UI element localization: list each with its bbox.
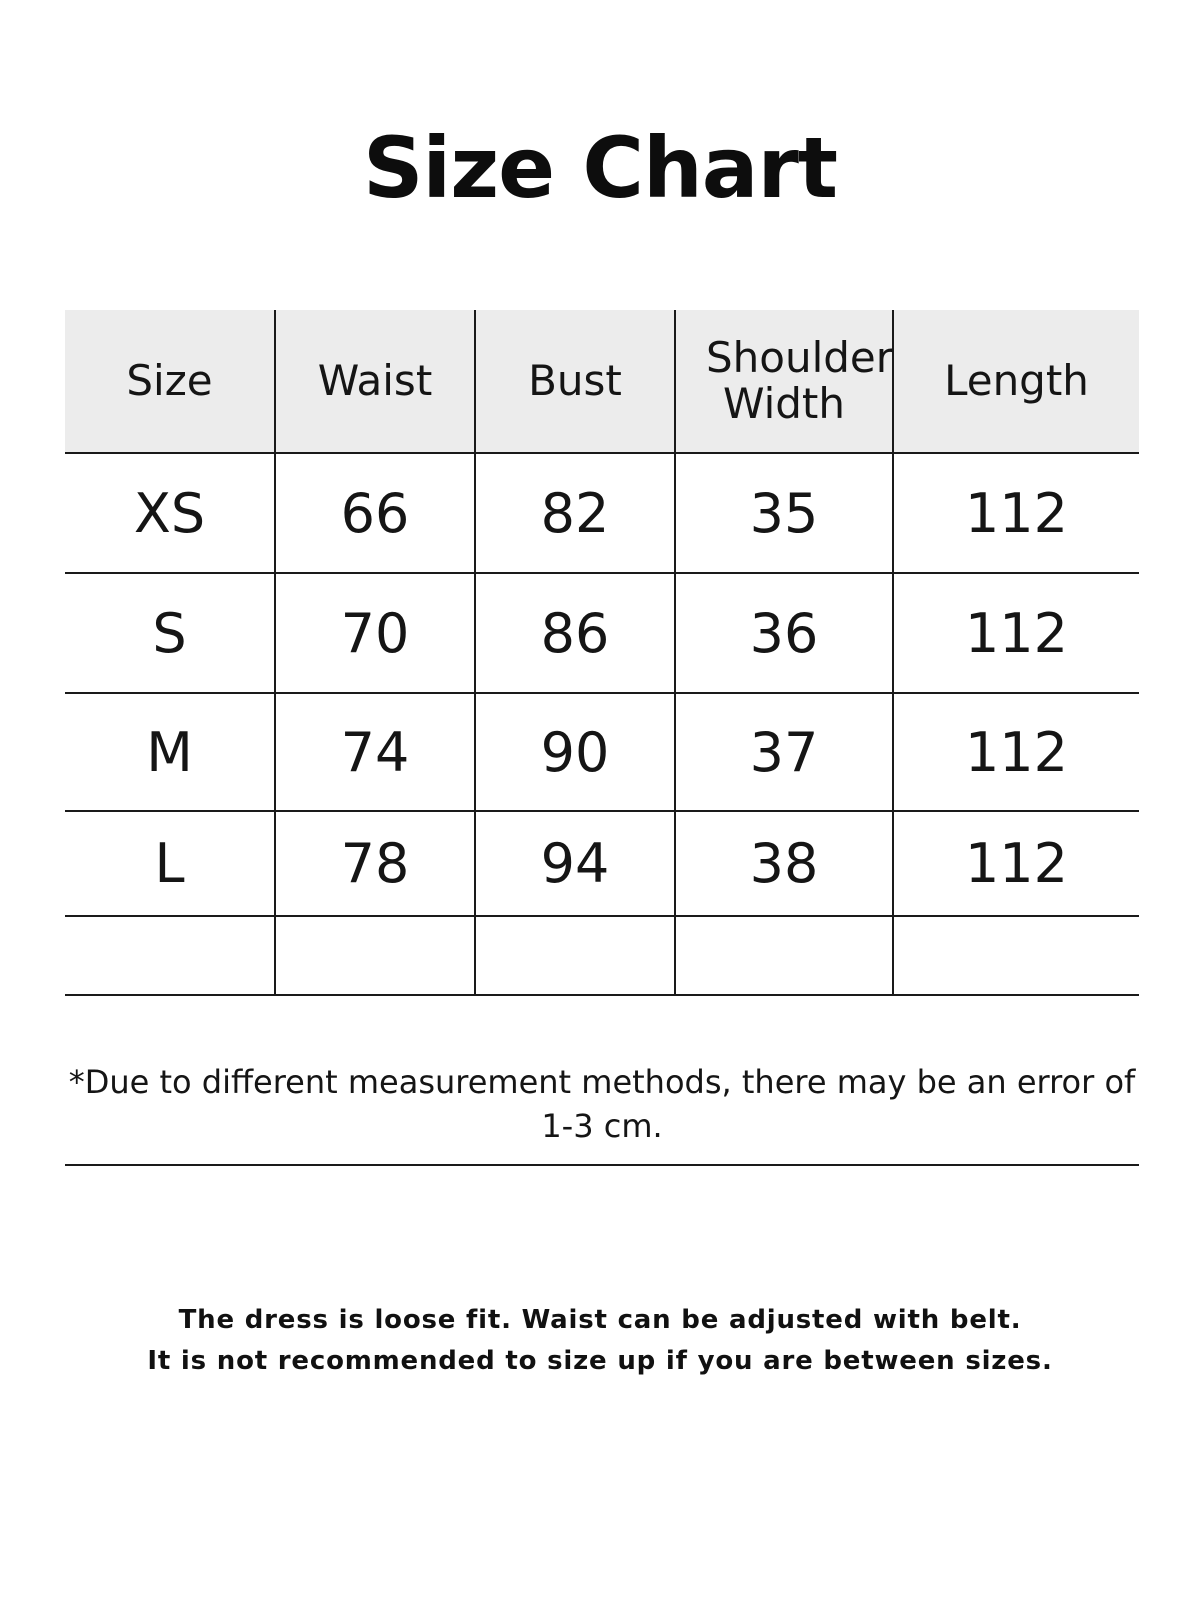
cell-length: 112 xyxy=(893,693,1139,811)
cell-shoulder-width: 36 xyxy=(675,573,893,693)
cell-length: 112 xyxy=(893,811,1139,916)
cell-bust: 82 xyxy=(475,453,675,573)
header-size: Size xyxy=(65,310,275,453)
cell-waist: 66 xyxy=(275,453,475,573)
fit-note-line: The dress is loose fit. Waist can be adjusted with belt. xyxy=(178,1305,1022,1335)
cell-size: XS xyxy=(65,453,275,573)
table-row xyxy=(65,573,1139,693)
cell-waist: 74 xyxy=(275,693,475,811)
size-table xyxy=(65,310,1139,996)
cell-size: L xyxy=(65,811,275,916)
cell-shoulder-width: 35 xyxy=(675,453,893,573)
cell-shoulder-width: 38 xyxy=(675,811,893,916)
measurement-note: *Due to different measurement methods, there may be an error of 1-3 cm. xyxy=(68,1063,1136,1145)
cell-bust xyxy=(475,916,675,995)
table-row xyxy=(65,693,1139,811)
cell-waist: 70 xyxy=(275,573,475,693)
cell-size xyxy=(65,916,275,995)
fit-note xyxy=(0,1300,1200,1382)
cell-size: S xyxy=(65,573,275,693)
table-row-empty xyxy=(65,916,1139,995)
header-shoulder-width: Shoulder Width xyxy=(675,310,893,453)
cell-waist: 78 xyxy=(275,811,475,916)
divider xyxy=(65,1164,1139,1166)
fit-note-line: It is not recommended to size up if you are between sizes. xyxy=(147,1346,1053,1376)
cell-shoulder-width: 37 xyxy=(675,693,893,811)
cell-shoulder-width xyxy=(675,916,893,995)
cell-length: 112 xyxy=(893,453,1139,573)
cell-bust: 94 xyxy=(475,811,675,916)
cell-size: M xyxy=(65,693,275,811)
cell-length: 112 xyxy=(893,573,1139,693)
table-header-row xyxy=(65,310,1139,453)
cell-bust: 86 xyxy=(475,573,675,693)
table-row xyxy=(65,811,1139,916)
header-bust: Bust xyxy=(475,310,675,453)
cell-waist xyxy=(275,916,475,995)
table-row xyxy=(65,453,1139,573)
header-waist: Waist xyxy=(275,310,475,453)
cell-length xyxy=(893,916,1139,995)
header-length: Length xyxy=(893,310,1139,453)
page-title: Size Chart xyxy=(362,119,838,217)
cell-bust: 90 xyxy=(475,693,675,811)
